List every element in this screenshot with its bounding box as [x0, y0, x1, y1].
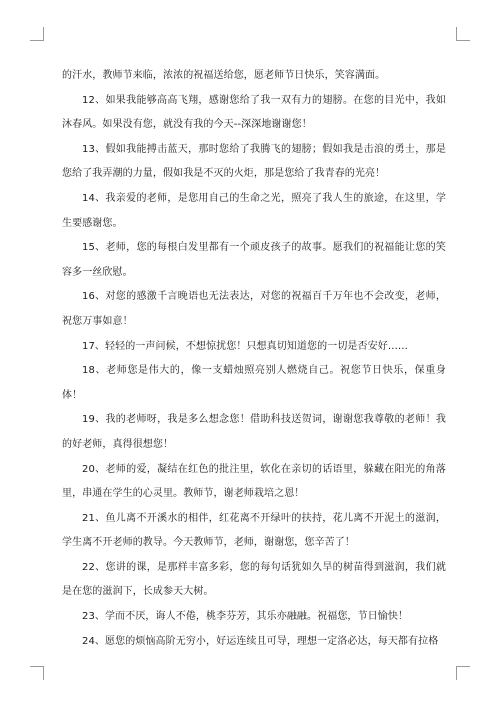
paragraph-17: 17、轻轻的一声问候，不想惊扰您！只想真切知道您的一切是否安好…… [82, 340, 409, 352]
crop-mark-bottom-right-v [456, 666, 457, 680]
paragraph-16: 16、对您的感激千言晚语也无法表达，对您的祝福百千万年也不会改变，老师，祝您万事如意！ [62, 291, 446, 327]
crop-mark-bottom-left-h [30, 666, 44, 667]
document-body [62, 64, 446, 654]
paragraph-21: 21、鱼儿离不开溪水的相伴，红花离不开绿叶的扶持，花儿离不开泥土的滋润，学生离不开老师的教导。今天教师节，老师，谢谢您，您辛苦了！ [62, 512, 446, 549]
paragraph-15: 15、老师，您的每根白发里都有一个顽皮孩子的故事。愿我们的祝福能让您的笑容多一丝欣慰。 [62, 242, 446, 278]
paragraph-23: 23、学而不厌，诲人不倦，桃李芬芳，其乐亦融融。祝福您，节日愉快！ [82, 611, 409, 623]
crop-mark-top-left-h [30, 40, 44, 41]
continuation-paragraph: 的汗水，教师节来临，浓浓的祝福送给您，愿老师节日快乐，笑容满面。 [62, 70, 386, 81]
paragraph-24: 24、愿您的烦恼高阶无穷小，好运连续且可导，理想一定洛必达，每天都有拉格 [82, 635, 439, 647]
paragraph-22: 22、您讲的课，是那样丰富多彩，您的每句话犹如久旱的树苗得到滋润，我们就是在您的滋润下，长成参天大树。 [62, 561, 446, 598]
crop-mark-top-right-v [456, 27, 457, 41]
crop-mark-top-right-h [456, 40, 470, 41]
crop-mark-top-left-v [43, 27, 44, 41]
paragraph-12: 12、如果我能够高高飞翔，感谢您给了我一双有力的翅膀。在您的目光中，我如沐春风。如果没有您，就没有我的今天--深深地谢谢您！ [62, 94, 446, 131]
paragraph-13: 13、假如我能搏击蓝天，那时您给了我腾飞的翅膀；假如我是击浪的勇士，那是您给了我弄潮的力量，假如我是不灭的火炬，那是您给了我青春的光亮！ [62, 143, 446, 180]
paragraph-14: 14、我亲爱的老师，是您用自己的生命之光，照亮了我人生的旅途，在这里，学生要感谢您。 [62, 192, 446, 229]
crop-mark-bottom-left-v [43, 666, 44, 680]
paragraph-20: 20、老师的爱，凝结在红色的批注里，软化在亲切的话语里，躲藏在阳光的角落里，串通在学生的心灵里。教师节，谢老师栽培之恩！ [62, 463, 446, 500]
paragraph-18: 18、老师您是伟大的，像一支蜡烛照亮别人燃烧自己。祝您节日快乐，保重身体！ [62, 365, 446, 401]
paragraph-19: 19、我的老师呀，我是多么想念您！借助科技送贺词，谢谢您我尊敬的老师！我的好老师，真得很想您！ [62, 414, 446, 450]
crop-mark-bottom-right-h [456, 666, 470, 667]
